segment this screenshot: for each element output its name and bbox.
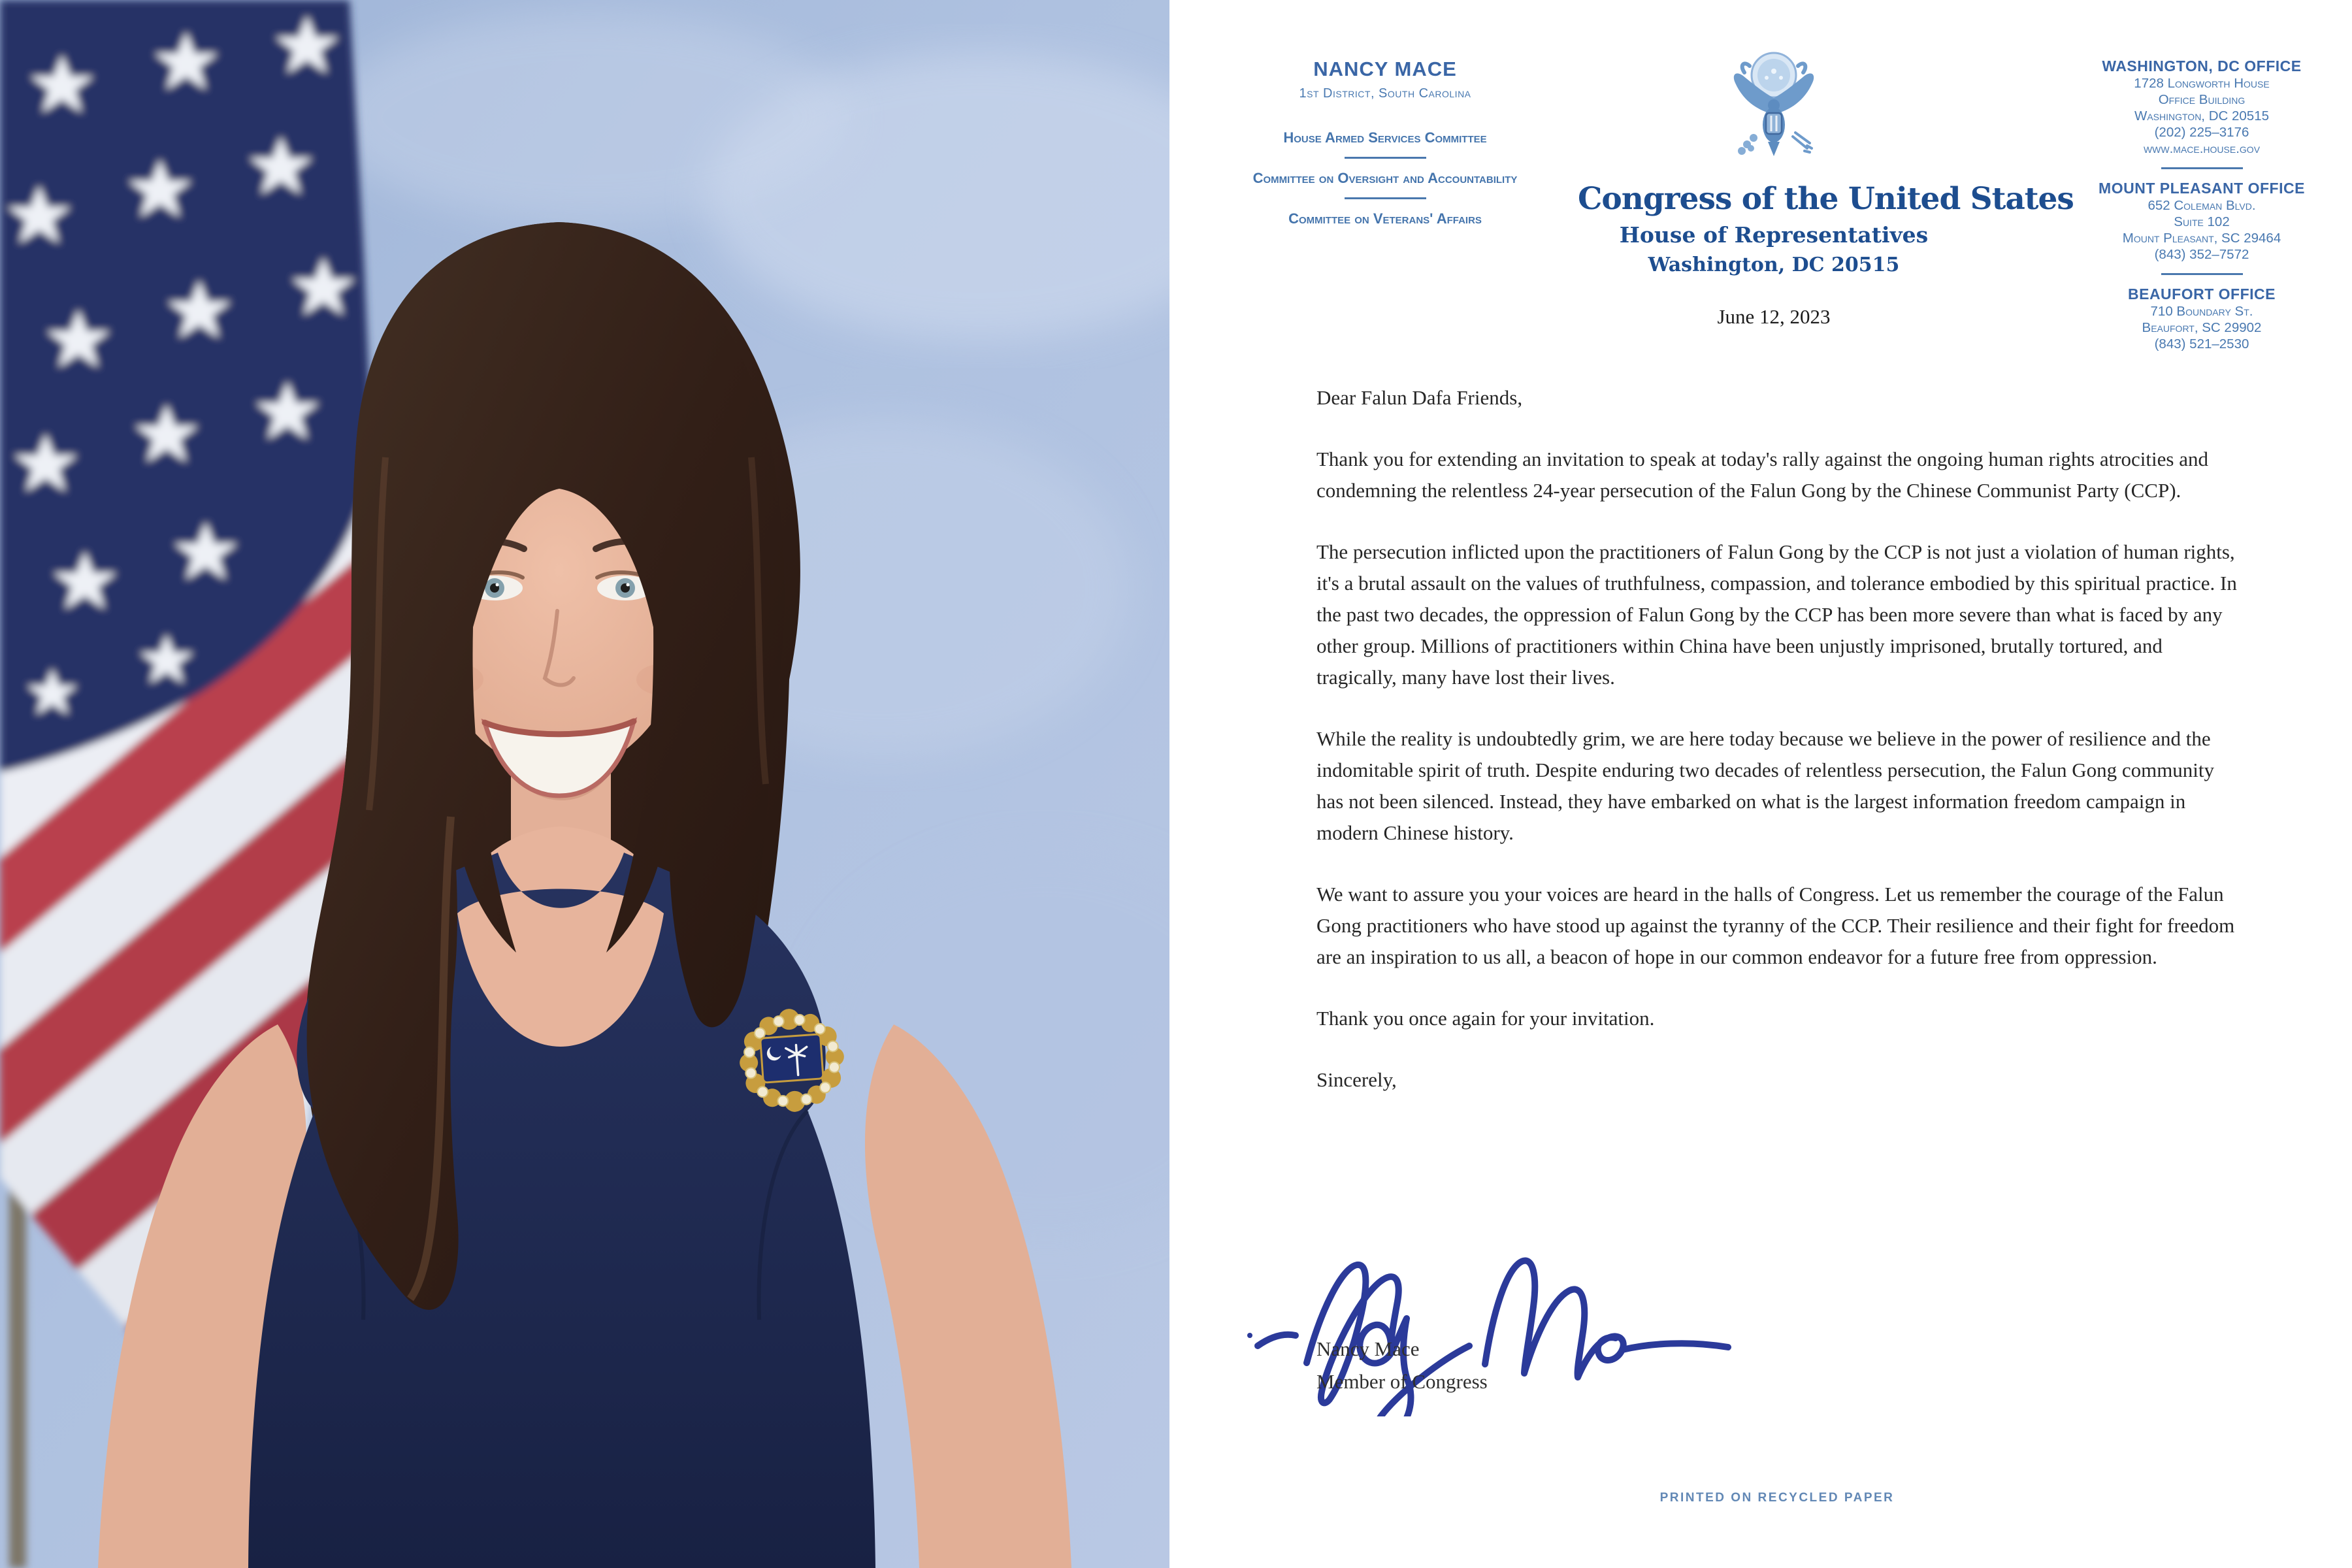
member-district: 1st District, South Carolina bbox=[1299, 86, 1471, 101]
divider bbox=[1345, 157, 1426, 159]
letterhead-center-column bbox=[1578, 39, 2074, 329]
office-block-dc bbox=[2061, 57, 2342, 157]
paragraph-5: Thank you once again for your invitation. bbox=[1316, 1007, 1655, 1030]
office-line: (843) 521–2530 bbox=[2154, 336, 2249, 351]
member-name: NANCY MACE bbox=[1313, 57, 1457, 80]
office-title: WASHINGTON, DC OFFICE bbox=[2102, 57, 2302, 74]
portrait-illustration bbox=[0, 0, 1169, 1568]
office-block-beaufort bbox=[2061, 286, 2342, 352]
divider bbox=[2161, 167, 2243, 169]
committee-1: House Armed Services Committee bbox=[1283, 129, 1487, 146]
office-line: Office Building bbox=[2158, 92, 2246, 107]
office-title: MOUNT PLEASANT OFFICE bbox=[2099, 180, 2305, 197]
office-line: (202) 225–3176 bbox=[2154, 125, 2249, 140]
committee-2: Committee on Oversight and Accountability bbox=[1252, 170, 1518, 186]
office-line: Suite 102 bbox=[2174, 214, 2230, 229]
office-line: 652 Coleman Blvd. bbox=[2148, 198, 2256, 213]
salutation: Dear Falun Dafa Friends, bbox=[1316, 386, 1523, 409]
office-line: Washington, DC 20515 bbox=[2134, 108, 2270, 123]
office-line: 1728 Longworth House bbox=[2134, 76, 2270, 91]
closing: Sincerely, bbox=[1316, 1068, 1397, 1091]
house-title: House of Representatives bbox=[1619, 222, 1929, 248]
letter-document bbox=[1169, 0, 2352, 1568]
paragraph-1: Thank you for extending an invitation to speak at today's rally against the ongoing human rights atrocities and condemning the relentless 24-year persecution of the Falun Gong by the Chinese Communist Party (CCP). bbox=[1316, 448, 2208, 502]
office-block-mount-pleasant bbox=[2061, 180, 2342, 263]
signer-title: Member of Congress bbox=[1316, 1370, 1488, 1393]
congress-title: Congress of the United States bbox=[1578, 181, 2074, 217]
letterhead-right-column bbox=[2061, 57, 2342, 352]
recycled-paper-note: PRINTED ON RECYCLED PAPER bbox=[1659, 1491, 1895, 1505]
divider bbox=[2161, 273, 2243, 275]
committee-3: Committee on Veterans' Affairs bbox=[1288, 210, 1482, 227]
washington-line: Washington, DC 20515 bbox=[1648, 253, 1900, 276]
letter-body bbox=[1316, 382, 2238, 1126]
office-line: (843) 352–7572 bbox=[2154, 247, 2249, 262]
office-line: Beaufort, SC 29902 bbox=[2142, 320, 2262, 335]
office-title: BEAUFORT OFFICE bbox=[2128, 286, 2276, 302]
signer-block bbox=[1316, 1333, 1488, 1398]
paragraph-2: The persecution inflicted upon the practitioners of Falun Gong by the CCP is not just a violation of human rights, it's a brutal assault on the values of truthfulness, compassion, and tolerance embodied by this spiritual practice. In the past two decades, the oppression of Falun Gong by the CCP has been more severe than what is faced by any other group. Millions of practitioners within China have been unjustly imprisoned, brutally tortured, and tragically, many have lost their lives. bbox=[1316, 540, 2237, 689]
letterhead-left-column bbox=[1232, 57, 1539, 227]
congress-seal-icon bbox=[1725, 49, 1823, 173]
letter-date: June 12, 2023 bbox=[1717, 305, 1831, 328]
signer-name: Nancy Mace bbox=[1316, 1337, 1420, 1360]
office-line: Mount Pleasant, SC 29464 bbox=[2122, 231, 2281, 246]
paragraph-4: We want to assure you your voices are heard in the halls of Congress. Let us remember the courage of the Falun Gong practitioners who have stood up against the tyranny of the CCP. Their resilience and their fight for freedom are an inspiration to us all, a beacon of hope in our common endeavor for a future free from oppression. bbox=[1316, 883, 2235, 968]
divider bbox=[1345, 197, 1426, 199]
office-line: 710 Boundary St. bbox=[2150, 304, 2253, 319]
paragraph-3: While the reality is undoubtedly grim, we are here today because we believe in the power of resilience and the indomitable spirit of truth. Despite enduring two decades of relentless persecution, the Falun Gong community has not been silenced. Instead, they have embarked on what is the largest information freedom campaign in modern Chinese history. bbox=[1316, 727, 2215, 844]
portrait-photo bbox=[0, 0, 1169, 1568]
office-website: www.mace.house.gov bbox=[2143, 141, 2261, 156]
